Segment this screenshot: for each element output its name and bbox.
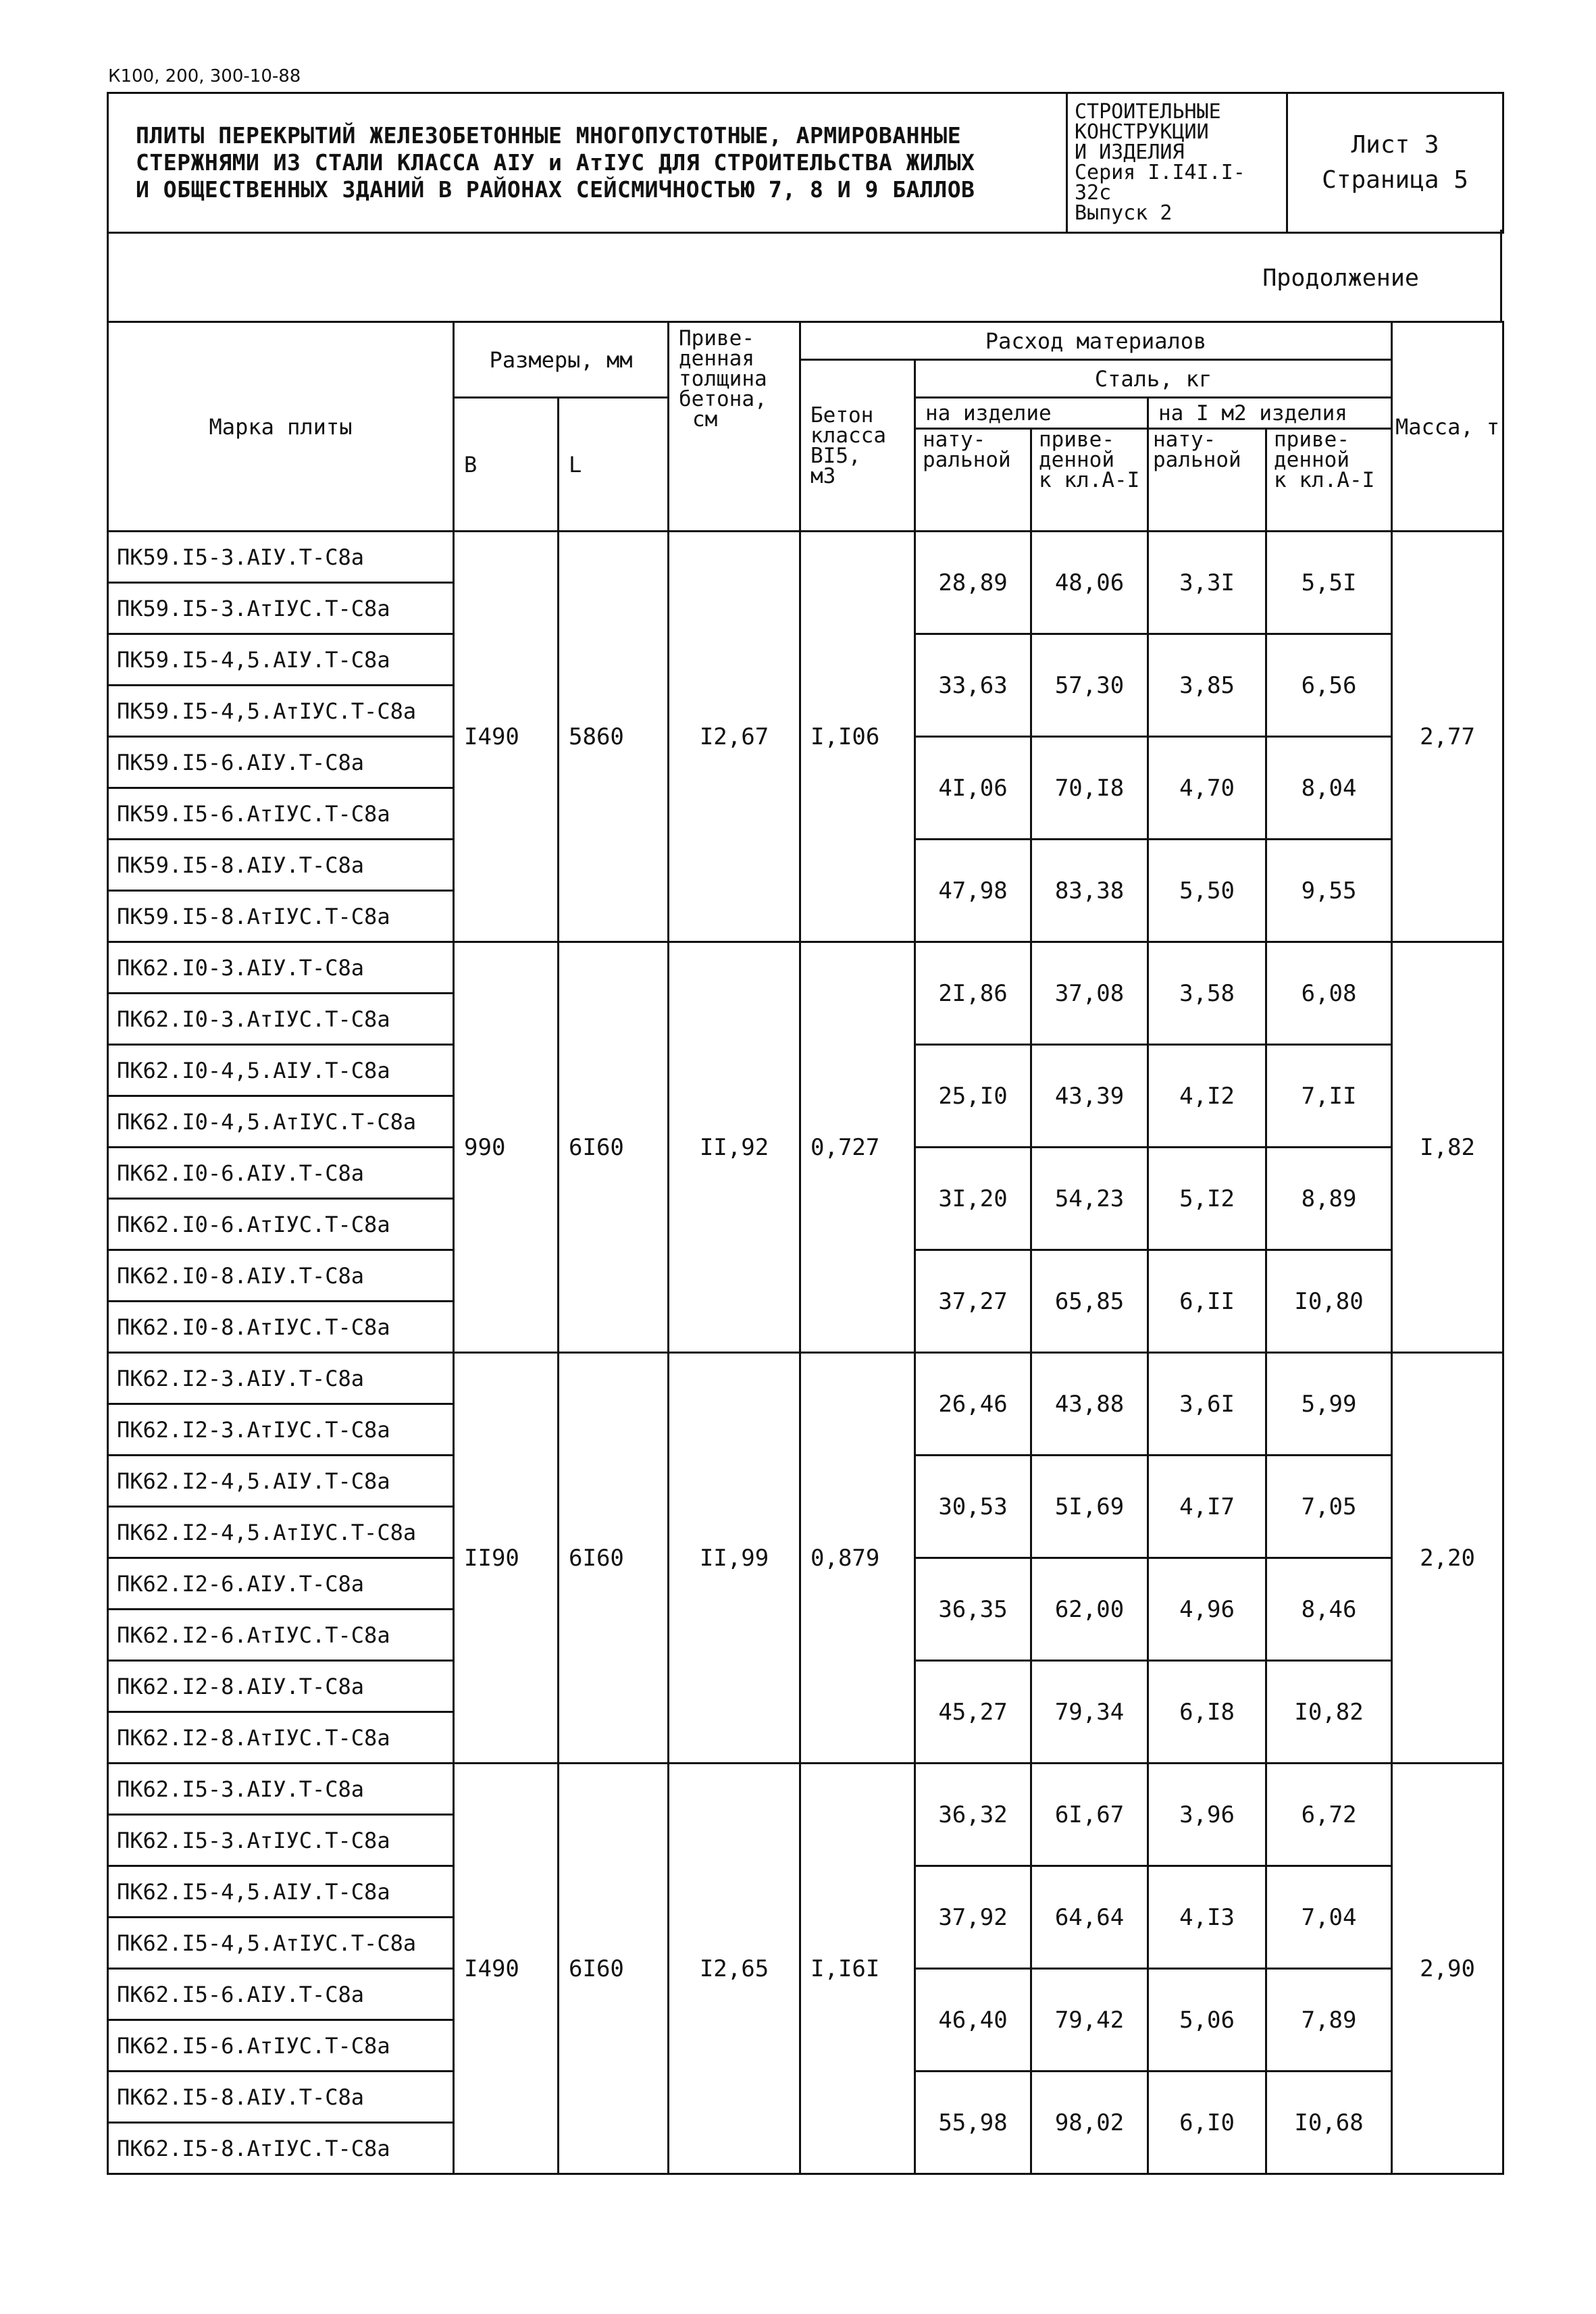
steel-natural: 45,27 — [915, 1661, 1031, 1764]
steel-reduced: 70,I8 — [1031, 737, 1148, 840]
steel-reduced: 54,23 — [1031, 1148, 1148, 1250]
plate-mark: ПК62.I2-4,5.АIУ.Т-С8а — [108, 1456, 454, 1507]
steel-natural-m2: 4,96 — [1148, 1558, 1266, 1661]
title-line: ПЛИТЫ ПЕРЕКРЫТИЙ ЖЕЛЕЗОБЕТОННЫЕ МНОГОПУСТОТНЫЕ, АРМИРОВАННЫЕ — [136, 122, 962, 149]
dim-b: I490 — [454, 1764, 559, 2174]
plate-mark: ПК59.I5-6.АтIУС.Т-С8а — [108, 788, 454, 840]
continuation-label: Продолжение — [1262, 265, 1419, 292]
plate-mark: ПК62.I5-4,5.АIУ.Т-С8а — [108, 1866, 454, 1918]
steel-natural-m2: 5,06 — [1148, 1969, 1266, 2072]
dim-l: 5860 — [559, 532, 669, 942]
steel-natural-m2: 4,I7 — [1148, 1456, 1266, 1558]
plate-mark: ПК62.I0-6.АIУ.Т-С8а — [108, 1148, 454, 1199]
plate-mark: ПК62.I5-3.АIУ.Т-С8а — [108, 1764, 454, 1815]
steel-natural-m2: 4,I3 — [1148, 1866, 1266, 1969]
plate-mass: 2,77 — [1392, 532, 1503, 942]
plate-mark: ПК62.I0-8.АтIУС.Т-С8а — [108, 1302, 454, 1353]
steel-reduced-m2: 8,46 — [1266, 1558, 1392, 1661]
plate-mass: I,82 — [1392, 942, 1503, 1353]
steel-natural-m2: 3,58 — [1148, 942, 1266, 1045]
plate-mark: ПК59.I5-4,5.АтIУС.Т-С8а — [108, 686, 454, 737]
steel-natural-m2: 4,I2 — [1148, 1045, 1266, 1148]
steel-natural: 28,89 — [915, 532, 1031, 634]
steel-reduced-m2: I0,68 — [1266, 2072, 1392, 2174]
steel-reduced-m2: 6,08 — [1266, 942, 1392, 1045]
series-line: Выпуск 2 — [1075, 201, 1173, 225]
steel-reduced: 43,88 — [1031, 1353, 1148, 1456]
dim-l: 6I60 — [559, 1353, 669, 1764]
plate-mark: ПК62.I2-6.АIУ.Т-С8а — [108, 1558, 454, 1610]
steel-natural: 30,53 — [915, 1456, 1031, 1558]
reduced-thickness: I2,67 — [669, 532, 800, 942]
title-line: И ОБЩЕСТВЕННЫХ ЗДАНИЙ В РАЙОНАХ СЕЙСМИЧНОСТЬЮ 7, 8 И 9 БАЛЛОВ — [136, 176, 975, 203]
steel-natural: 3I,20 — [915, 1148, 1031, 1250]
steel-natural-m2: 6,I0 — [1148, 2072, 1266, 2174]
steel-natural-m2: 6,II — [1148, 1250, 1266, 1353]
table-row — [108, 532, 1503, 583]
col-l-header: L — [559, 398, 669, 532]
steel-natural: 25,I0 — [915, 1045, 1031, 1148]
plate-mark: ПК62.I0-3.АIУ.Т-С8а — [108, 942, 454, 994]
materials-table — [107, 321, 1504, 2175]
steel-natural: 4I,06 — [915, 737, 1031, 840]
steel-reduced: 83,38 — [1031, 840, 1148, 942]
plate-mark: ПК62.I0-4,5.АIУ.Т-С8а — [108, 1045, 454, 1096]
steel-natural-m2: 4,70 — [1148, 737, 1266, 840]
steel-natural: 36,35 — [915, 1558, 1031, 1661]
steel-natural: 47,98 — [915, 840, 1031, 942]
steel-natural: 33,63 — [915, 634, 1031, 737]
steel-natural-m2: 5,I2 — [1148, 1148, 1266, 1250]
plate-mark: ПК62.I0-6.АтIУС.Т-С8а — [108, 1199, 454, 1250]
plate-mark: ПК62.I5-4,5.АтIУС.Т-С8а — [108, 1918, 454, 1969]
concrete-volume: 0,879 — [800, 1353, 915, 1764]
table-row — [108, 1764, 1503, 1815]
page-number: Страница 5 — [1322, 166, 1468, 194]
steel-reduced-m2: I0,80 — [1266, 1250, 1392, 1353]
steel-reduced-m2: 5,99 — [1266, 1353, 1392, 1456]
steel-reduced-m2: 7,05 — [1266, 1456, 1392, 1558]
steel-natural: 37,92 — [915, 1866, 1031, 1969]
steel-natural-m2: 3,3I — [1148, 532, 1266, 634]
steel-reduced-m2: 6,72 — [1266, 1764, 1392, 1866]
table-row — [108, 1353, 1503, 1404]
steel-reduced-m2: 7,II — [1266, 1045, 1392, 1148]
title-block — [107, 92, 1504, 234]
series-line: КОНСТРУКЦИИ — [1075, 120, 1209, 144]
col-per-m2-header: на I м2 изделия — [1148, 398, 1392, 429]
plate-mark: ПК62.I5-8.АтIУС.Т-С8а — [108, 2123, 454, 2174]
col-mark-header: Марка плиты — [108, 322, 454, 532]
steel-reduced: 64,64 — [1031, 1866, 1148, 1969]
steel-natural-m2: 3,6I — [1148, 1353, 1266, 1456]
steel-reduced: 79,34 — [1031, 1661, 1148, 1764]
col-reduced-m2-header: приве- денной к кл.А-I — [1266, 429, 1392, 532]
document-code: К100, 200, 300-10-88 — [108, 66, 301, 86]
plate-mark: ПК62.I0-3.АтIУС.Т-С8а — [108, 994, 454, 1045]
dim-b: I490 — [454, 532, 559, 942]
steel-reduced: 5I,69 — [1031, 1456, 1148, 1558]
plate-mark: ПК62.I2-8.АIУ.Т-С8а — [108, 1661, 454, 1712]
plate-mark: ПК62.I2-6.АтIУС.Т-С8а — [108, 1610, 454, 1661]
plate-mark: ПК62.I5-3.АтIУС.Т-С8а — [108, 1815, 454, 1866]
steel-reduced-m2: 7,89 — [1266, 1969, 1392, 2072]
series-line: СТРОИТЕЛЬНЫЕ — [1075, 100, 1221, 124]
col-natural-header: нату- ральной — [915, 429, 1031, 532]
col-dimensions-header: Размеры, мм — [454, 322, 669, 398]
col-natural-m2-header: нату- ральной — [1148, 429, 1266, 532]
steel-reduced: 98,02 — [1031, 2072, 1148, 2174]
concrete-volume: I,I6I — [800, 1764, 915, 2174]
steel-reduced-m2: 9,55 — [1266, 840, 1392, 942]
col-concrete-header: Бетон класса ВI5, м3 — [800, 360, 915, 532]
steel-reduced: 37,08 — [1031, 942, 1148, 1045]
table-row — [108, 942, 1503, 994]
plate-mark: ПК62.I2-4,5.АтIУС.Т-С8а — [108, 1507, 454, 1558]
series-info — [1067, 93, 1287, 233]
plate-mark: ПК59.I5-3.АтIУС.Т-С8а — [108, 583, 454, 634]
steel-natural-m2: 3,96 — [1148, 1764, 1266, 1866]
steel-reduced: 65,85 — [1031, 1250, 1148, 1353]
dim-b: II90 — [454, 1353, 559, 1764]
plate-mark: ПК62.I0-8.АIУ.Т-С8а — [108, 1250, 454, 1302]
steel-reduced: 6I,67 — [1031, 1764, 1148, 1866]
steel-reduced: 62,00 — [1031, 1558, 1148, 1661]
steel-natural: 2I,86 — [915, 942, 1031, 1045]
plate-mark: ПК62.I2-3.АIУ.Т-С8а — [108, 1353, 454, 1404]
sheet-number: Лист 3 — [1351, 131, 1439, 159]
dim-l: 6I60 — [559, 1764, 669, 2174]
plate-mark: ПК62.I5-8.АIУ.Т-С8а — [108, 2072, 454, 2123]
dim-b: 990 — [454, 942, 559, 1353]
steel-reduced-m2: I0,82 — [1266, 1661, 1392, 1764]
concrete-volume: 0,727 — [800, 942, 915, 1353]
plate-mark: ПК59.I5-8.АтIУС.Т-С8а — [108, 891, 454, 942]
steel-reduced-m2: 6,56 — [1266, 634, 1392, 737]
plate-mark: ПК62.I5-6.АтIУС.Т-С8а — [108, 2020, 454, 2072]
steel-reduced-m2: 7,04 — [1266, 1866, 1392, 1969]
steel-reduced-m2: 8,04 — [1266, 737, 1392, 840]
plate-mark: ПК62.I2-8.АтIУС.Т-С8а — [108, 1712, 454, 1764]
steel-reduced: 79,42 — [1031, 1969, 1148, 2072]
steel-reduced-m2: 8,89 — [1266, 1148, 1392, 1250]
col-steel-header: Сталь, кг — [915, 360, 1392, 398]
steel-reduced-m2: 5,5I — [1266, 532, 1392, 634]
plate-mark: ПК62.I5-6.АIУ.Т-С8а — [108, 1969, 454, 2020]
steel-natural-m2: 5,50 — [1148, 840, 1266, 942]
steel-natural: 46,40 — [915, 1969, 1031, 2072]
col-per-item-header: на изделие — [915, 398, 1148, 429]
title-line: СТЕРЖНЯМИ ИЗ СТАЛИ КЛАССА АIУ и АтIУС ДЛЯ СТРОИТЕЛЬСТВА ЖИЛЫХ — [136, 149, 975, 176]
col-mass-header: Масса, т — [1392, 322, 1503, 532]
steel-reduced: 48,06 — [1031, 532, 1148, 634]
steel-natural: 26,46 — [915, 1353, 1031, 1456]
col-materials-header: Расход материалов — [800, 322, 1392, 360]
col-thickness-header: Приве- денная толщина бетона, см — [669, 322, 800, 532]
sheet-info — [1287, 93, 1503, 233]
plate-mark: ПК59.I5-4,5.АIУ.Т-С8а — [108, 634, 454, 686]
col-b-header: В — [454, 398, 559, 532]
reduced-thickness: I2,65 — [669, 1764, 800, 2174]
steel-natural: 36,32 — [915, 1764, 1031, 1866]
steel-reduced: 43,39 — [1031, 1045, 1148, 1148]
reduced-thickness: II,99 — [669, 1353, 800, 1764]
plate-mark: ПК62.I2-3.АтIУС.Т-С8а — [108, 1404, 454, 1456]
series-line: И ИЗДЕЛИЯ — [1075, 140, 1185, 164]
col-reduced-header: приве- денной к кл.А-I — [1031, 429, 1148, 532]
steel-natural-m2: 3,85 — [1148, 634, 1266, 737]
continuation-box — [107, 230, 1502, 323]
steel-natural: 55,98 — [915, 2072, 1031, 2174]
plate-mark: ПК59.I5-6.АIУ.Т-С8а — [108, 737, 454, 788]
plate-mark: ПК59.I5-3.АIУ.Т-С8а — [108, 532, 454, 583]
steel-natural: 37,27 — [915, 1250, 1031, 1353]
dim-l: 6I60 — [559, 942, 669, 1353]
steel-natural-m2: 6,I8 — [1148, 1661, 1266, 1764]
concrete-volume: I,I06 — [800, 532, 915, 942]
series-line: Серия I.I4I.I-32с — [1075, 161, 1245, 205]
plate-mark: ПК59.I5-8.АIУ.Т-С8а — [108, 840, 454, 891]
plate-mass: 2,90 — [1392, 1764, 1503, 2174]
plate-mark: ПК62.I0-4,5.АтIУС.Т-С8а — [108, 1096, 454, 1148]
plate-mass: 2,20 — [1392, 1353, 1503, 1764]
reduced-thickness: II,92 — [669, 942, 800, 1353]
document-title — [108, 93, 1067, 233]
steel-reduced: 57,30 — [1031, 634, 1148, 737]
